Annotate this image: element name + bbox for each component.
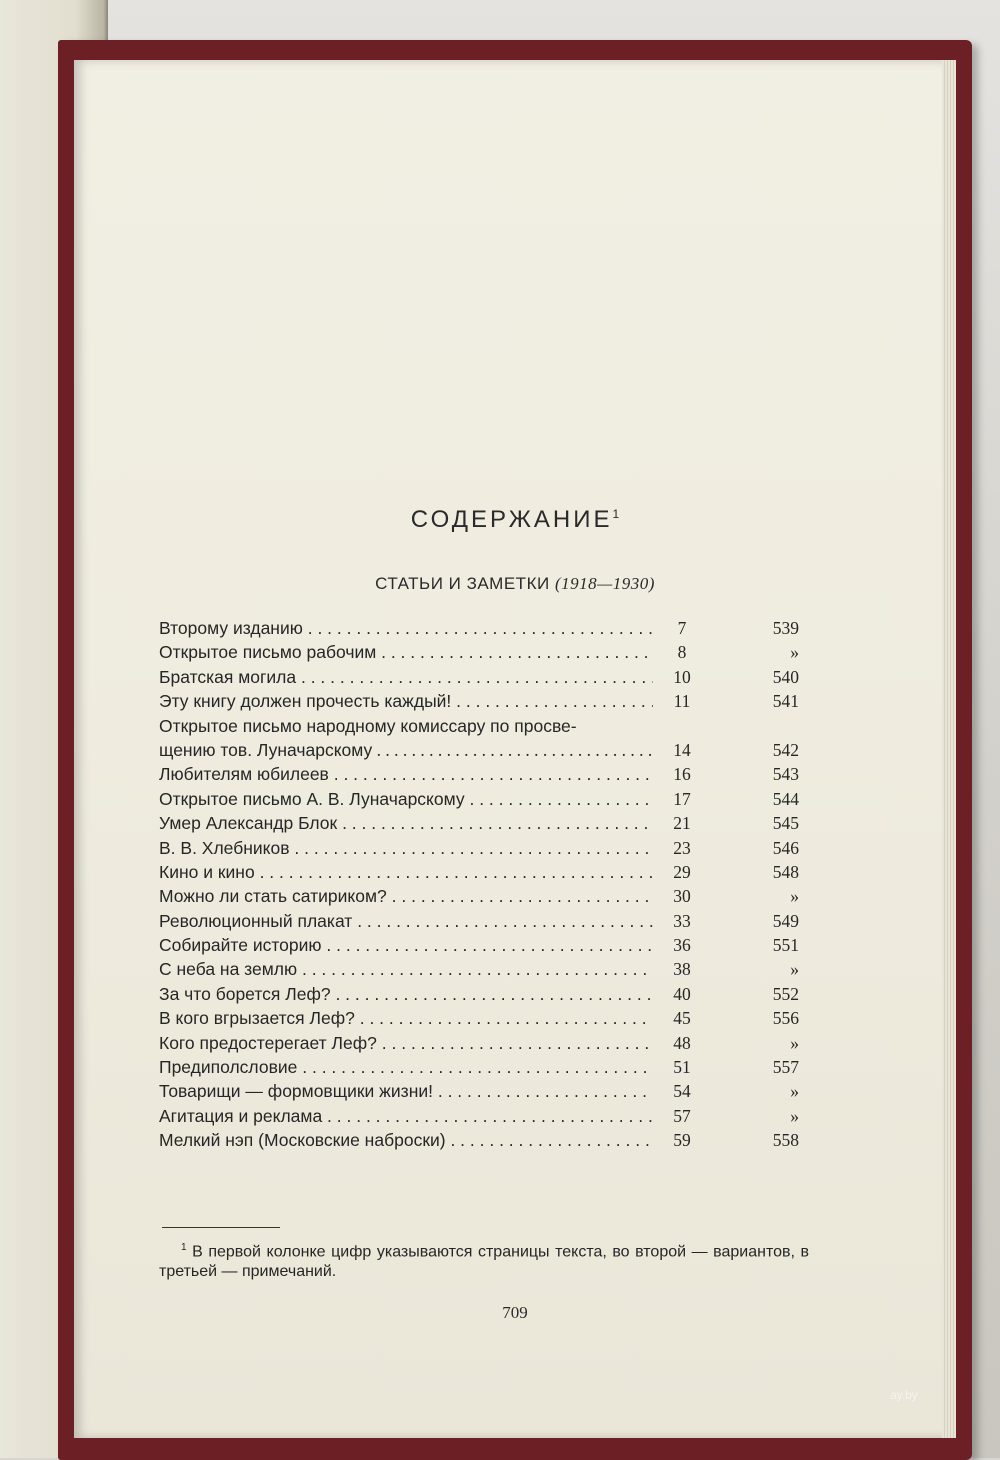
toc-entry-notes-page: » (790, 642, 799, 663)
toc-entry (159, 640, 799, 664)
toc-entry-notes-page: » (790, 1081, 799, 1102)
toc-entry-title: Мелкий нэп (Московские наброски) . . . (159, 1128, 653, 1152)
toc-entry (159, 1031, 799, 1055)
toc-entry-page: 10 (673, 666, 691, 687)
toc-entry-title: Предиполсловие . . . (159, 1055, 653, 1079)
toc-entry-page: 16 (673, 764, 691, 785)
book-page (74, 60, 956, 1438)
toc-entry-notes-page: 556 (772, 1008, 799, 1029)
toc-entry-notes-page: 539 (772, 617, 799, 638)
toc-entry-title: Революционный плакат . . . (159, 909, 653, 933)
toc-list (159, 616, 799, 1153)
toc-entry-title: С неба на землю . . . (159, 957, 653, 981)
toc-entry-notes-page: 548 (772, 861, 799, 882)
toc-entry (159, 933, 799, 957)
toc-entry (159, 860, 799, 884)
section-heading (74, 574, 956, 594)
toc-entry-page: 54 (673, 1081, 691, 1102)
watermark: ay.by (890, 1388, 918, 1402)
toc-entry-title: За что борется Леф? . . . (159, 982, 653, 1006)
toc-entry-page: 11 (673, 691, 691, 712)
toc-entry-title: Собирайте историю . . . (159, 933, 653, 957)
footnote-rule (162, 1227, 280, 1228)
toc-entry-page: 8 (677, 642, 687, 663)
toc-entry (159, 714, 799, 763)
footnote (159, 1238, 809, 1282)
toc-entry-notes-page: 558 (772, 1130, 799, 1151)
toc-entry-notes-page: 544 (772, 788, 799, 809)
toc-entry-notes-page: 542 (772, 739, 799, 760)
toc-entry (159, 689, 799, 713)
toc-entry-title: Агитация и реклама . . . (159, 1104, 653, 1128)
toc-entry-notes-page: 545 (772, 813, 799, 834)
toc-entry-notes-page: 549 (772, 910, 799, 931)
toc-entry (159, 957, 799, 981)
toc-entry (159, 1079, 799, 1103)
toc-entry-page: 33 (673, 910, 691, 931)
toc-entry-title-cont-text: щению тов. Луначарскому (159, 739, 373, 760)
toc-entry (159, 909, 799, 933)
page-number: 709 (502, 1303, 528, 1322)
toc-entry-title: Открытое письмо А. В. Луначарскому . . . (159, 787, 653, 811)
toc-entry-page: 21 (673, 813, 691, 834)
toc-entry (159, 982, 799, 1006)
toc-entry-title: Умер Александр Блок . . . (159, 811, 653, 835)
toc-entry (159, 1104, 799, 1128)
toc-entry (159, 1128, 799, 1152)
toc-entry-title: Любителям юбилеев . . . (159, 762, 653, 786)
toc-entry (159, 762, 799, 786)
toc-entry (159, 884, 799, 908)
toc-entry-title: В кого вгрызается Леф? . . . (159, 1006, 653, 1030)
toc-entry-page: 45 (673, 1008, 691, 1029)
toc-entry-title: В. В. Хлебников . . . (159, 836, 653, 860)
toc-entry-page: 29 (673, 861, 691, 882)
toc-entry (159, 787, 799, 811)
toc-entry-title: Можно ли стать сатириком? . . . (159, 884, 653, 908)
toc-title (74, 506, 956, 534)
footnote-mark: 1 (181, 1242, 187, 1253)
toc-entry-page: 7 (677, 617, 687, 638)
toc-entry-title: Братская могила . . . (159, 665, 653, 689)
toc-entry-notes-page: » (790, 959, 799, 980)
footnote-text: В первой колонке цифр указываются страницы текста, во второй — вариантов, в третьей — примечаний. (159, 1243, 810, 1281)
toc-entry-page: 40 (673, 983, 691, 1004)
section-title: СТАТЬИ И ЗАМЕТКИ (375, 574, 550, 593)
toc-entry-notes-page: 551 (772, 935, 799, 956)
toc-entry (159, 616, 799, 640)
toc-entry-page: 36 (673, 935, 691, 956)
toc-entry-page: 14 (673, 739, 691, 760)
toc-entry (159, 1055, 799, 1079)
toc-entry-title-continuation (159, 738, 653, 762)
toc-entry-page: 17 (673, 788, 691, 809)
section-years: (1918—1930) (554, 574, 655, 593)
toc-entry (159, 1006, 799, 1030)
toc-entry-title: Кого предостерегает Леф? . . . (159, 1031, 653, 1055)
toc-entry-notes-page: 543 (772, 764, 799, 785)
toc-entry-title: Открытое письмо народному комиссару по просве- (159, 715, 577, 736)
toc-entry-notes-page: » (790, 1032, 799, 1053)
toc-entry-title: Эту книгу должен прочесть каждый! . . . (159, 689, 653, 713)
toc-entry (159, 665, 799, 689)
toc-entry-notes-page: » (790, 1105, 799, 1126)
toc-entry-notes-page: » (790, 886, 799, 907)
toc-entry-notes-page: 546 (772, 837, 799, 858)
page-block-edge (942, 60, 956, 1438)
toc-entry-page: 51 (673, 1057, 691, 1078)
toc-entry-notes-page: 540 (772, 666, 799, 687)
toc-entry (159, 836, 799, 860)
toc-title-footnote-mark: 1 (612, 507, 620, 521)
toc-entry-title: Кино и кино . . . (159, 860, 653, 884)
toc-entry (159, 811, 799, 835)
toc-entry-title: Второму изданию . . . (159, 616, 653, 640)
toc-entry-page: 23 (673, 837, 691, 858)
toc-title-text: СОДЕРЖАНИЕ (410, 506, 613, 533)
toc-entry-page: 48 (673, 1032, 691, 1053)
toc-entry-title: Товарищи — формовщики жизни! . . . (159, 1079, 653, 1103)
toc-entry-page: 38 (673, 959, 691, 980)
toc-entry-page: 57 (673, 1105, 691, 1126)
toc-entry-notes-page: 552 (772, 983, 799, 1004)
toc-entry-page: 59 (673, 1130, 691, 1151)
toc-entry-notes-page: 541 (772, 691, 799, 712)
toc-entry-page: 30 (673, 886, 691, 907)
toc-entry-title: Открытое письмо рабочим . . . (159, 640, 653, 664)
toc-entry-notes-page: 557 (772, 1057, 799, 1078)
